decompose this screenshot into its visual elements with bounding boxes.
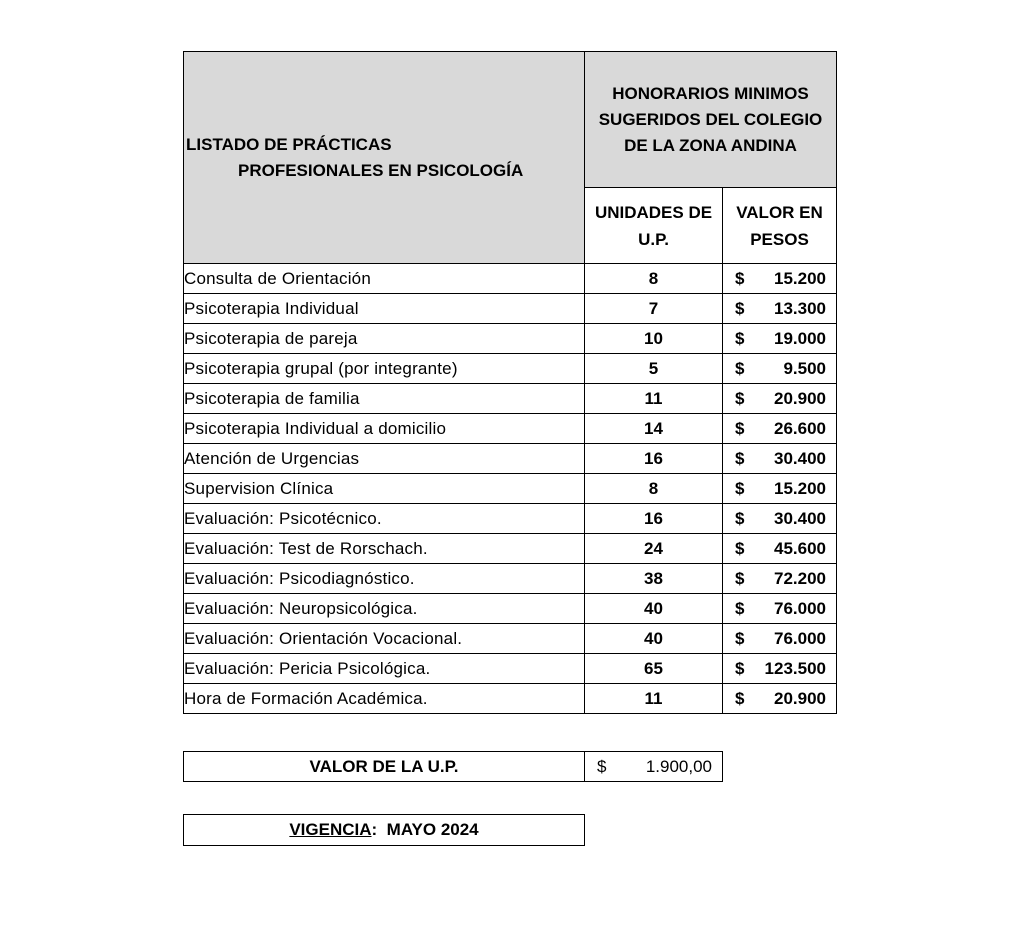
- practice-value: 15.200: [774, 269, 826, 288]
- practice-value-cell: [723, 354, 837, 384]
- practice-value: 76.000: [774, 629, 826, 648]
- practice-value: 9.500: [783, 359, 826, 378]
- practice-value: 30.400: [774, 449, 826, 468]
- practice-units: 7: [585, 294, 723, 324]
- practice-value: 123.500: [764, 659, 826, 678]
- header-row: [184, 52, 837, 188]
- table-row: [184, 534, 837, 564]
- practice-value: 72.200: [774, 569, 826, 588]
- practice-name: Supervision Clínica: [184, 474, 585, 504]
- value-header-line2: PESOS: [750, 229, 809, 249]
- practice-name: Psicoterapia Individual a domicilio: [184, 414, 585, 444]
- units-header: [585, 188, 723, 264]
- up-value-box: [183, 751, 723, 782]
- practice-units: 24: [585, 534, 723, 564]
- practice-name: Psicoterapia grupal (por integrante): [184, 354, 585, 384]
- up-value-cell: [585, 752, 723, 782]
- practice-name: Psicoterapia de familia: [184, 384, 585, 414]
- practice-value-cell: [723, 474, 837, 504]
- practice-units: 8: [585, 264, 723, 294]
- practice-name: Evaluación: Neuropsicológica.: [184, 594, 585, 624]
- list-title-line2: PROFESIONALES EN PSICOLOGÍA: [238, 160, 524, 180]
- currency-symbol: $: [735, 359, 745, 378]
- practice-value: 76.000: [774, 599, 826, 618]
- currency-symbol: $: [735, 299, 745, 318]
- practice-value: 20.900: [774, 389, 826, 408]
- currency-symbol: $: [735, 269, 745, 288]
- practice-value-cell: [723, 534, 837, 564]
- practice-value-cell: [723, 264, 837, 294]
- list-title-line1: LISTADO DE PRÁCTICAS: [186, 134, 392, 154]
- practice-value: 15.200: [774, 479, 826, 498]
- value-header: [723, 188, 837, 264]
- fees-title-line3: DE LA ZONA ANDINA: [624, 135, 797, 155]
- practice-units: 40: [585, 624, 723, 654]
- currency-symbol: $: [735, 329, 745, 348]
- table-row: [184, 594, 837, 624]
- practice-value-cell: [723, 564, 837, 594]
- practice-value-cell: [723, 384, 837, 414]
- practice-units: 14: [585, 414, 723, 444]
- table-row: [184, 294, 837, 324]
- table-row: [184, 264, 837, 294]
- practice-units: 40: [585, 594, 723, 624]
- practice-name: Psicoterapia Individual: [184, 294, 585, 324]
- currency-symbol: $: [735, 389, 745, 408]
- practice-value-cell: [723, 444, 837, 474]
- table-row: [184, 504, 837, 534]
- up-currency-symbol: $: [597, 757, 607, 776]
- practice-value: 45.600: [774, 539, 826, 558]
- practice-value: 26.600: [774, 419, 826, 438]
- currency-symbol: $: [735, 629, 745, 648]
- practice-units: 11: [585, 384, 723, 414]
- table-row: [184, 684, 837, 714]
- practice-value: 30.400: [774, 509, 826, 528]
- up-value-label: VALOR DE LA U.P.: [184, 752, 585, 782]
- practice-units: 11: [585, 684, 723, 714]
- vigencia-value: MAYO 2024: [386, 820, 479, 839]
- practice-value: 20.900: [774, 689, 826, 708]
- practice-name: Atención de Urgencias: [184, 444, 585, 474]
- practice-name: Evaluación: Psicodiagnóstico.: [184, 564, 585, 594]
- currency-symbol: $: [735, 599, 745, 618]
- practice-value-cell: [723, 504, 837, 534]
- practice-units: 5: [585, 354, 723, 384]
- currency-symbol: $: [735, 509, 745, 528]
- currency-symbol: $: [735, 659, 745, 678]
- fees-title-cell: [585, 52, 837, 188]
- list-title-cell: [184, 52, 585, 264]
- table-row: [184, 654, 837, 684]
- currency-symbol: $: [735, 689, 745, 708]
- practice-value-cell: [723, 594, 837, 624]
- practice-name: Hora de Formación Académica.: [184, 684, 585, 714]
- vigencia-separator: :: [371, 820, 378, 839]
- fees-table: [183, 51, 837, 714]
- fees-title-line1: HONORARIOS MINIMOS: [612, 83, 809, 103]
- practice-value-cell: [723, 294, 837, 324]
- practice-value-cell: [723, 654, 837, 684]
- table-row: [184, 624, 837, 654]
- practice-units: 16: [585, 504, 723, 534]
- practice-name: Psicoterapia de pareja: [184, 324, 585, 354]
- practice-units: 38: [585, 564, 723, 594]
- fees-sheet: [183, 51, 837, 714]
- currency-symbol: $: [735, 539, 745, 558]
- units-header-line1: UNIDADES DE: [594, 202, 713, 222]
- practice-value: 19.000: [774, 329, 826, 348]
- practice-value-cell: [723, 324, 837, 354]
- practice-value: 13.300: [774, 299, 826, 318]
- currency-symbol: $: [735, 569, 745, 588]
- practice-value-cell: [723, 624, 837, 654]
- vigencia-box: [183, 814, 585, 846]
- practice-value-cell: [723, 684, 837, 714]
- table-row: [184, 444, 837, 474]
- practice-units: 8: [585, 474, 723, 504]
- practice-units: 10: [585, 324, 723, 354]
- practice-value-cell: [723, 414, 837, 444]
- practice-units: 16: [585, 444, 723, 474]
- currency-symbol: $: [735, 419, 745, 438]
- value-header-line1: VALOR EN: [736, 202, 823, 222]
- up-amount: 1.900,00: [645, 757, 712, 776]
- table-row: [184, 474, 837, 504]
- practice-name: Evaluación: Psicotécnico.: [184, 504, 585, 534]
- currency-symbol: $: [735, 479, 745, 498]
- table-row: [184, 354, 837, 384]
- practice-name: Consulta de Orientación: [184, 264, 585, 294]
- practice-units: 65: [585, 654, 723, 684]
- practice-name: Evaluación: Pericia Psicológica.: [184, 654, 585, 684]
- table-body: [184, 264, 837, 714]
- table-row: [184, 324, 837, 354]
- practice-name: Evaluación: Orientación Vocacional.: [184, 624, 585, 654]
- practice-name: Evaluación: Test de Rorschach.: [184, 534, 585, 564]
- table-row: [184, 414, 837, 444]
- table-row: [184, 384, 837, 414]
- currency-symbol: $: [735, 449, 745, 468]
- fees-title-line2: SUGERIDOS DEL COLEGIO: [598, 109, 823, 129]
- units-header-line2: U.P.: [638, 229, 669, 249]
- table-row: [184, 564, 837, 594]
- vigencia-label: VIGENCIA: [289, 820, 372, 839]
